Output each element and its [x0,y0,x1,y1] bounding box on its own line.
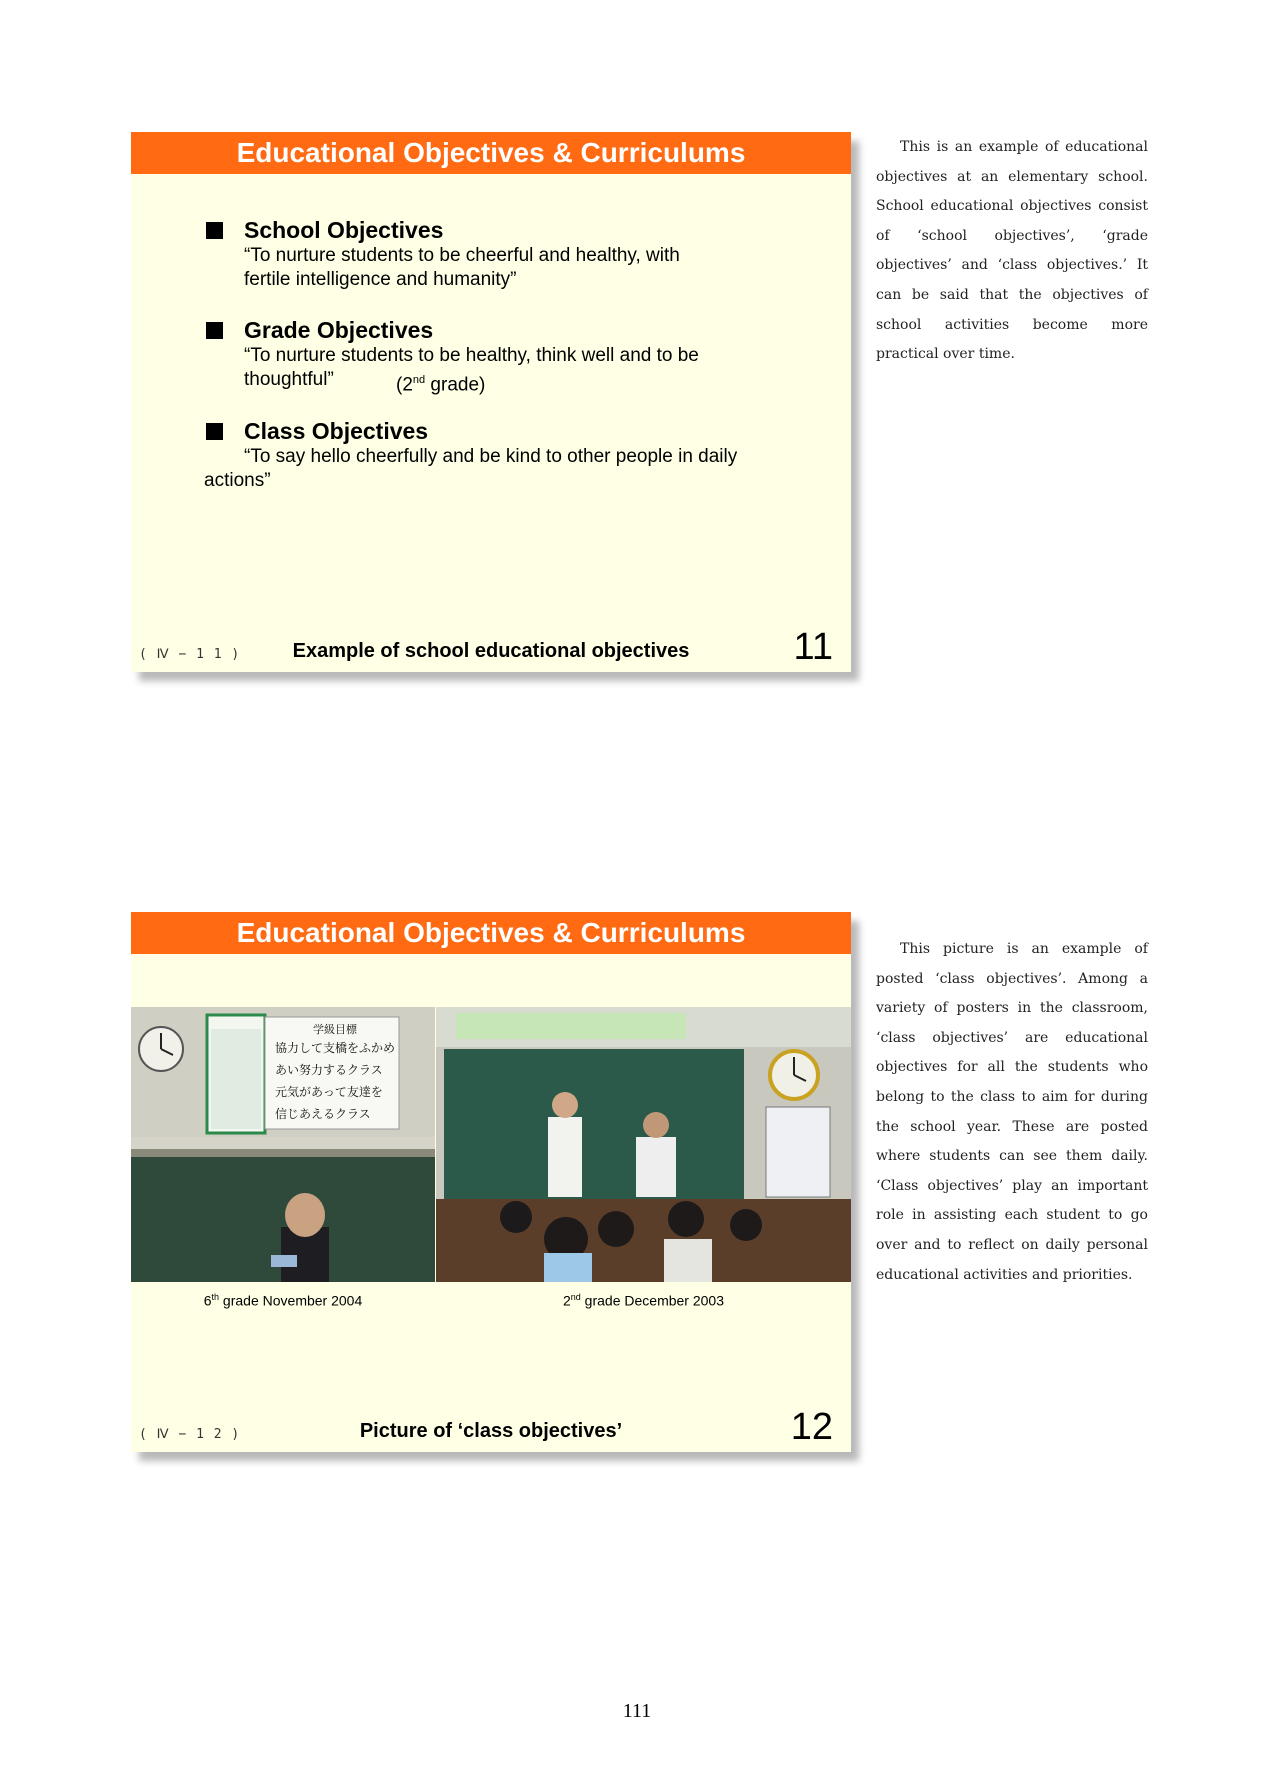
grade-objectives-block [206,316,806,396]
photo-2nd-grade-classroom [436,1007,851,1282]
slide-title: Educational Objectives & Curriculums [131,132,851,174]
square-bullet-icon [206,222,223,239]
side-note-11: This is an example of educational objectives at an elementary school. School educational objectives consist of ‘school objectives’, ‘grade objectives’ and ‘class objectives.’ It can be said that the objectives of school activities become more practical over time. [876,139,1148,363]
photo-6th-grade-classroom [131,1007,435,1282]
square-bullet-icon [206,322,223,339]
side-note-12: This picture is an example of posted ‘class objectives’. Among a variety of posters in the classroom, ‘class objectives’ are educational objectives for all the students who belong to the class to aim for during the school year. These are posted where students can see them daily. ‘Class objectives’ play an important role in assisting each student to go over and to reflect on daily personal educational activities and priorities. [876,941,1148,1283]
slide-title: Educational Objectives & Curriculums [131,912,851,954]
school-objectives-heading: School Objectives [206,216,806,244]
slide-caption: Picture of ‘class objectives’ [359,1420,623,1442]
class-objectives-text: “To say hello cheerfully and be kind to other people in daily [244,446,738,467]
school-objectives-text: “To nurture students to be cheerful and healthy, with fertile intelligence and humanity” [244,245,680,290]
banner-poster [456,1013,686,1039]
slide-11 [131,132,851,672]
chalkboard [444,1049,744,1199]
slide-number: 11 [793,626,833,668]
grade-objectives-heading: Grade Objectives [206,316,806,344]
school-objectives-block [206,216,806,292]
photo-caption-left: 6th grade November 2004 [203,1292,363,1309]
class-objectives-block [204,417,804,493]
photo-caption-right: 2nd grade December 2003 [562,1292,724,1309]
class-objectives-text-tail: actions” [204,470,271,491]
grade-note: (2nd grade) [396,374,486,396]
slide-reference: ( Ⅳ − 1 2 ) [139,1427,241,1442]
slide-reference: ( Ⅳ − 1 1 ) [139,647,241,662]
poster-text: 学級目標 協力して支橋をふかめ あい努力するクラス 元気があって友達を 信じあえるクラス [275,1023,396,1121]
schedule-poster [766,1107,830,1197]
slide-12 [131,912,851,1452]
classroom-photo-illustration [436,1007,851,1282]
square-bullet-icon [206,423,223,440]
page-number: 111 [622,1700,652,1722]
slide-number: 12 [790,1406,833,1448]
class-objectives-heading: Class Objectives [204,417,804,445]
slide-caption: Example of school educational objectives [292,640,690,662]
grade-objectives-text: “To nurture students to be healthy, think well and to be thoughtful” [244,345,699,390]
